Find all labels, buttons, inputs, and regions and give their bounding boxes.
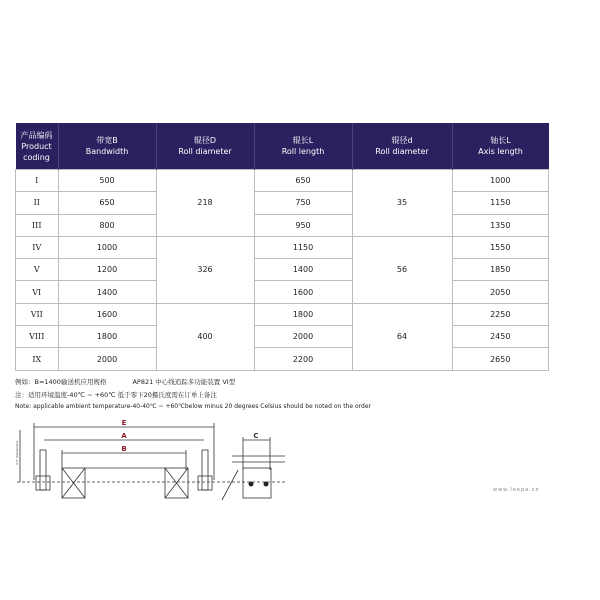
example-note: 例如：B=1400输送机应用规格 bbox=[15, 378, 107, 386]
bandwidth-cell: 1800 bbox=[58, 326, 156, 348]
note-en: Note: applicable ambient temperature-40-40℃ ~ +60℃below minus 20 degrees Celsius should be noted on the order bbox=[15, 403, 371, 410]
product-code-cell: V bbox=[16, 259, 59, 281]
product-code-cell: III bbox=[16, 214, 59, 236]
axis-length-cell: 2050 bbox=[452, 281, 549, 303]
bandwidth-cell: 500 bbox=[58, 170, 156, 192]
dimension-label-A: A bbox=[121, 432, 127, 440]
roll-diameter-D-cell: 218 bbox=[156, 170, 254, 237]
product-code-cell: I bbox=[16, 170, 59, 192]
roll-diameter-D-cell: 400 bbox=[156, 303, 254, 370]
header-axis-length: 轴长L Axis length bbox=[452, 123, 549, 170]
header-roll-diameter-d: 辊径d Roll diameter bbox=[352, 123, 452, 170]
roll-diameter-d-cell: 35 bbox=[352, 170, 452, 237]
roll-length-cell: 750 bbox=[254, 192, 352, 214]
roll-length-cell: 950 bbox=[254, 214, 352, 236]
bandwidth-cell: 650 bbox=[58, 192, 156, 214]
model-note: AP821 中心线追踪多功能装置 VI型 bbox=[132, 378, 236, 386]
product-code-cell: VII bbox=[16, 303, 59, 325]
note-cn: 注：适用环境温度-40℃ ~ +60℃ 低于零下20摄氏度需在订单上备注 bbox=[15, 391, 217, 399]
product-code-cell: VIII bbox=[16, 326, 59, 348]
header-bandwidth: 带宽B Bandwidth bbox=[58, 123, 156, 170]
axis-length-cell: 2650 bbox=[452, 348, 549, 370]
roll-diameter-d-cell: 64 bbox=[352, 303, 452, 370]
axis-length-cell: 1000 bbox=[452, 170, 549, 192]
bandwidth-cell: 1000 bbox=[58, 236, 156, 258]
bandwidth-cell: 1400 bbox=[58, 281, 156, 303]
dimension-label-E: E bbox=[121, 419, 127, 427]
header-roll-length: 辊长L Roll length bbox=[254, 123, 352, 170]
axis-length-cell: 1350 bbox=[452, 214, 549, 236]
header-product-coding: 产品编码 Product coding bbox=[16, 123, 59, 170]
bandwidth-cell: 2000 bbox=[58, 348, 156, 370]
roll-length-cell: 650 bbox=[254, 170, 352, 192]
roll-length-cell: 1800 bbox=[254, 303, 352, 325]
roll-diameter-d-cell: 56 bbox=[352, 236, 452, 303]
roll-diameter-D-cell: 326 bbox=[156, 236, 254, 303]
dimension-label-C: C bbox=[253, 432, 259, 440]
dimension-label-B: B bbox=[121, 445, 127, 453]
axis-length-cell: 2250 bbox=[452, 303, 549, 325]
watermark: www.leepa.cn bbox=[493, 487, 540, 493]
product-code-cell: VI bbox=[16, 281, 59, 303]
roll-length-cell: 1400 bbox=[254, 259, 352, 281]
roll-length-cell: 1600 bbox=[254, 281, 352, 303]
axis-length-cell: 1150 bbox=[452, 192, 549, 214]
product-code-cell: IV bbox=[16, 236, 59, 258]
axis-length-cell: 1550 bbox=[452, 236, 549, 258]
bandwidth-cell: 1200 bbox=[58, 259, 156, 281]
axis-length-cell: 1850 bbox=[452, 259, 549, 281]
roll-length-cell: 2000 bbox=[254, 326, 352, 348]
roll-length-cell: 1150 bbox=[254, 236, 352, 258]
axis-length-cell: 2450 bbox=[452, 326, 549, 348]
product-code-cell: II bbox=[16, 192, 59, 214]
header-roll-diameter-D: 辊径D Roll diameter bbox=[156, 123, 254, 170]
product-code-cell: IX bbox=[16, 348, 59, 370]
adjustment-label: 4.5" Adjustment bbox=[15, 440, 19, 465]
roll-length-cell: 2200 bbox=[254, 348, 352, 370]
bandwidth-cell: 800 bbox=[58, 214, 156, 236]
bandwidth-cell: 1600 bbox=[58, 303, 156, 325]
